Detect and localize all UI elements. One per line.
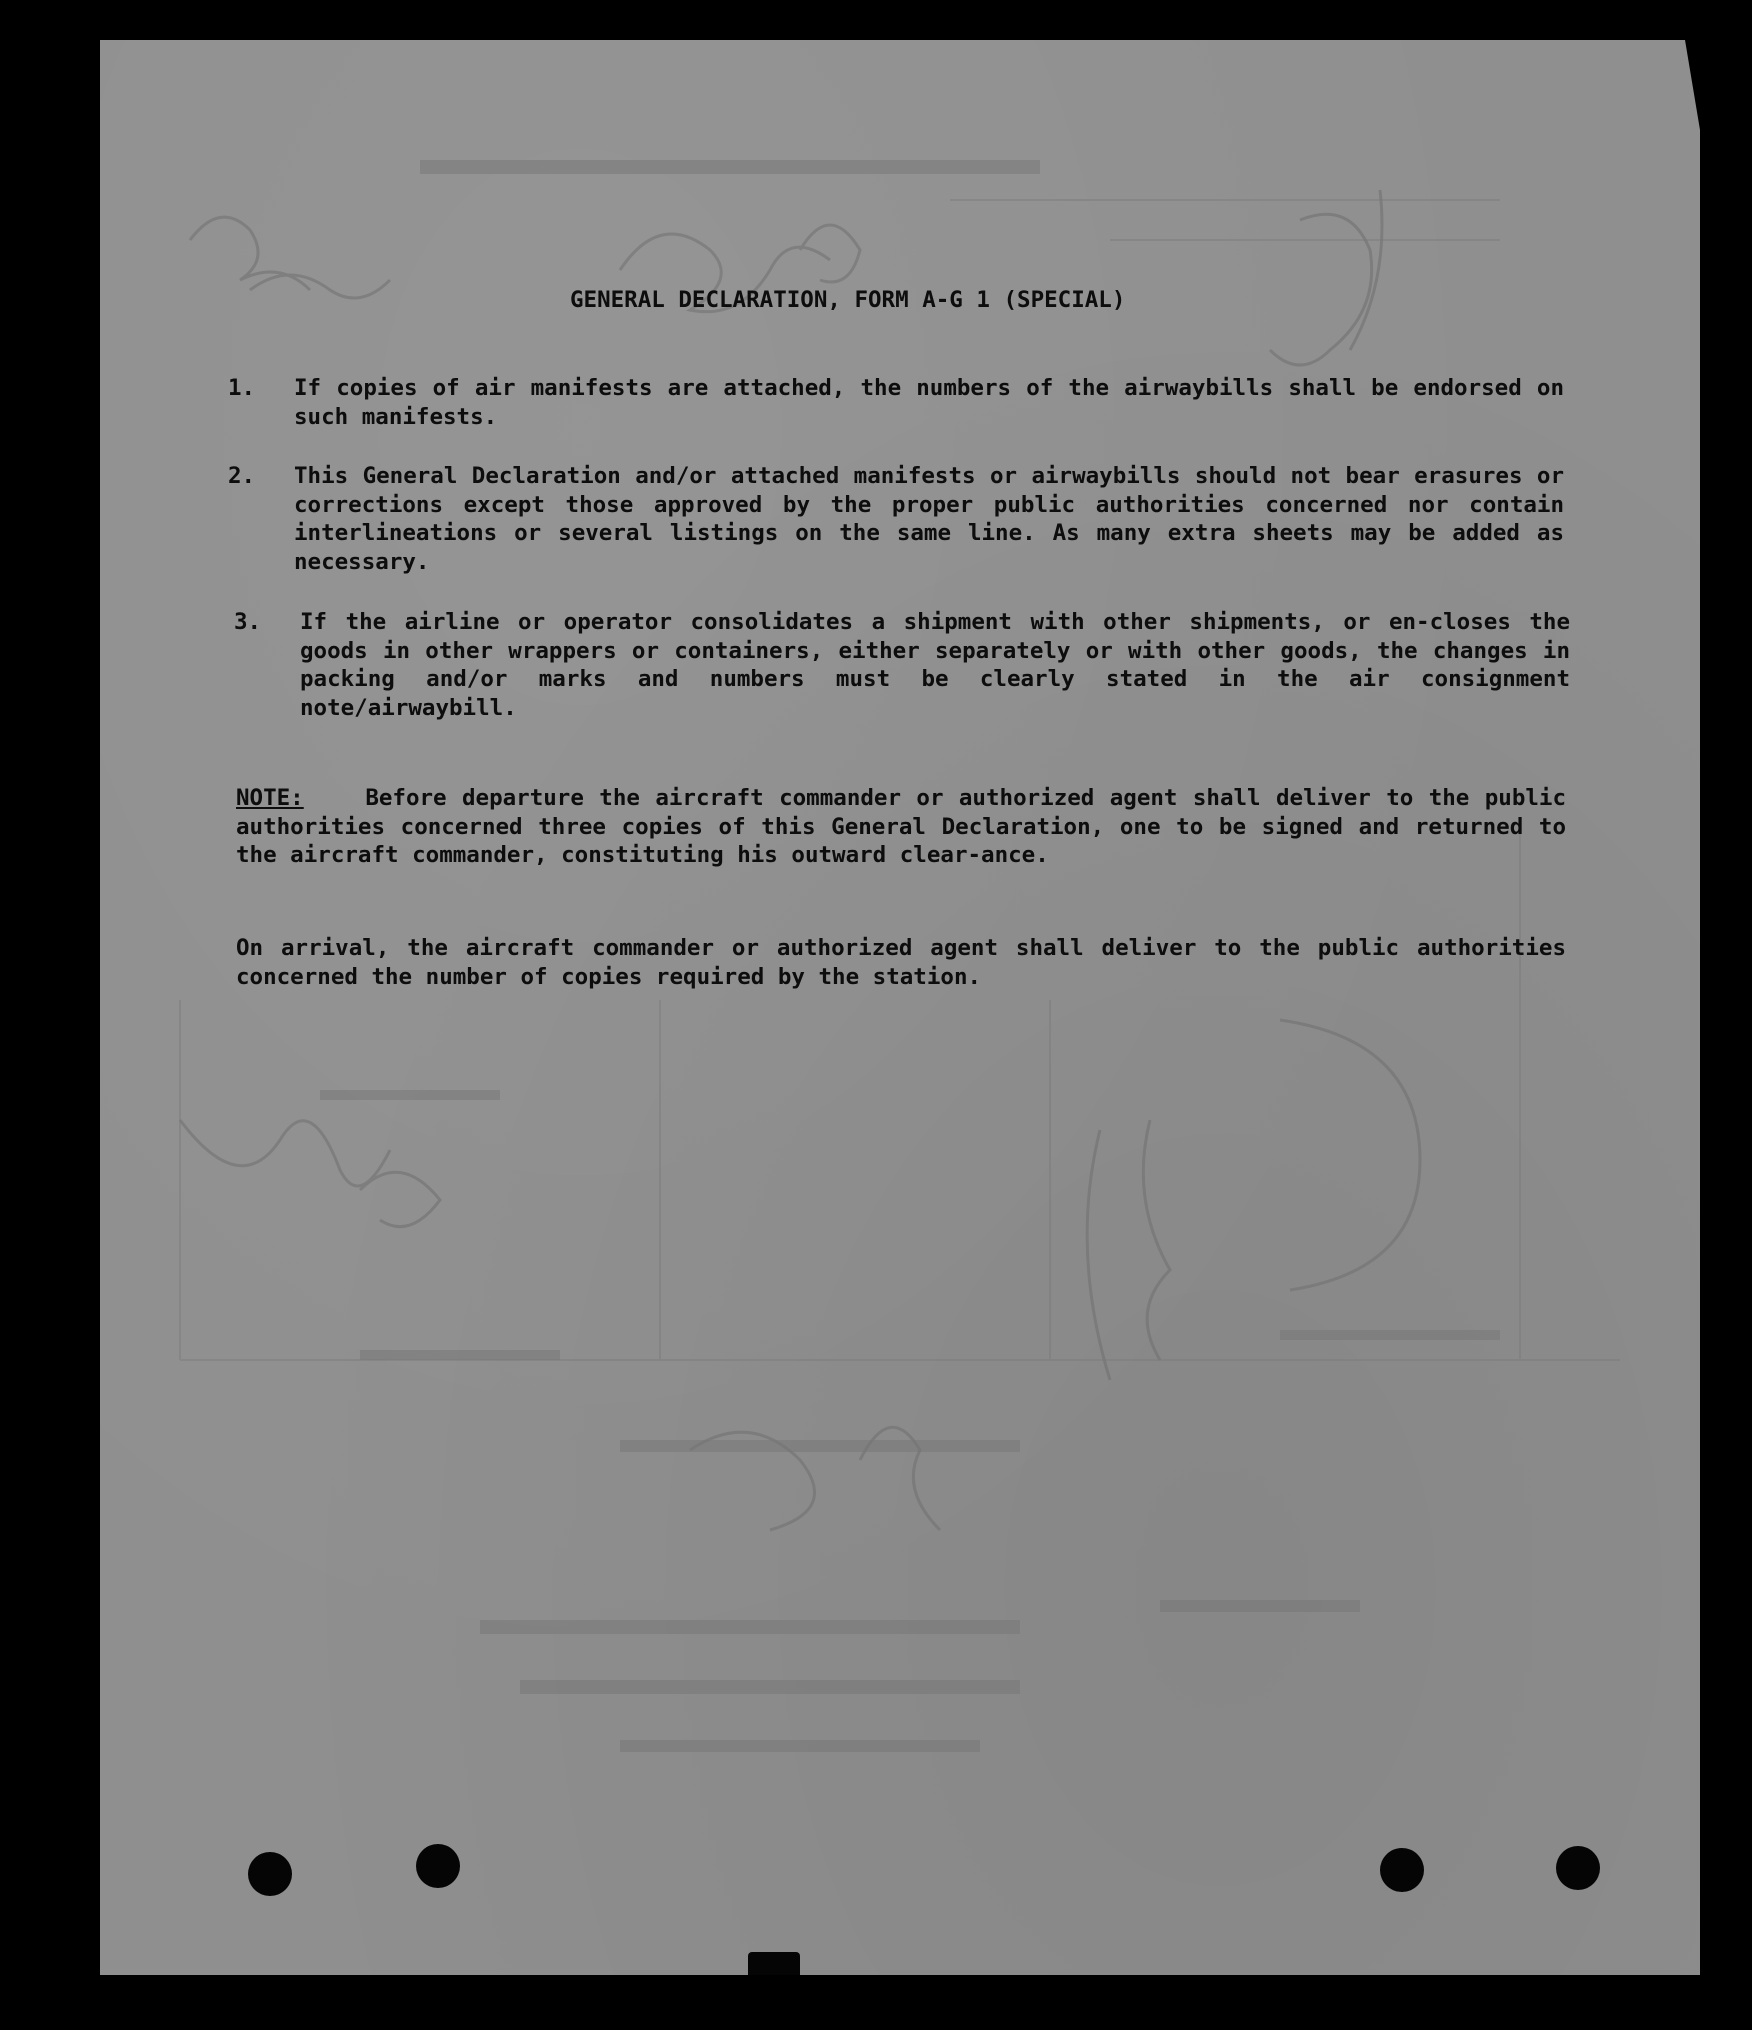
note-text: Before departure the aircraft commander or authorized agent shall deliver to the public authorities concerned three copies of this General Declaration, one to be signed and returned to the aircraft commander, constituting his outward clear-ance. bbox=[236, 785, 1566, 868]
punch-hole-4 bbox=[1556, 1846, 1600, 1890]
item-text: This General Declaration and/or attached manifests or airwaybills should not bear erasures or corrections except those approved by the proper public authorities concerned nor contain interlineations or several listings on the same line. As many extra sheets may be added as necessary. bbox=[294, 463, 1564, 575]
arrival-paragraph: On arrival, the aircraft commander or authorized agent shall deliver to the public authorities concerned the number of copies required by the station. bbox=[236, 935, 1566, 990]
note-label: NOTE: bbox=[236, 785, 304, 811]
binding-clip bbox=[748, 1952, 800, 1982]
item-number: 2. bbox=[228, 463, 256, 489]
punch-hole-2 bbox=[416, 1844, 460, 1888]
item-text: If the airline or operator consolidates a shipment with other shipments, or en-closes the goods in other wrappers or containers, either separately or with other goods, the changes in packing and/or marks and numbers must be clearly stated in the air consignment note/airwaybill. bbox=[300, 609, 1570, 721]
bleed-through-marks bbox=[100, 40, 1700, 1975]
item-text: If copies of air manifests are attached, the numbers of the airwaybills shall be endorsed on such manifests. bbox=[294, 375, 1564, 430]
punch-hole-1 bbox=[248, 1852, 292, 1896]
paper-sheet bbox=[100, 40, 1700, 1975]
departure-note bbox=[236, 784, 1566, 870]
punch-hole-3 bbox=[1380, 1848, 1424, 1892]
form-title: GENERAL DECLARATION, FORM A-G 1 (SPECIAL) bbox=[570, 287, 1126, 313]
item-number: 3. bbox=[234, 609, 262, 635]
item-number: 1. bbox=[228, 375, 256, 401]
